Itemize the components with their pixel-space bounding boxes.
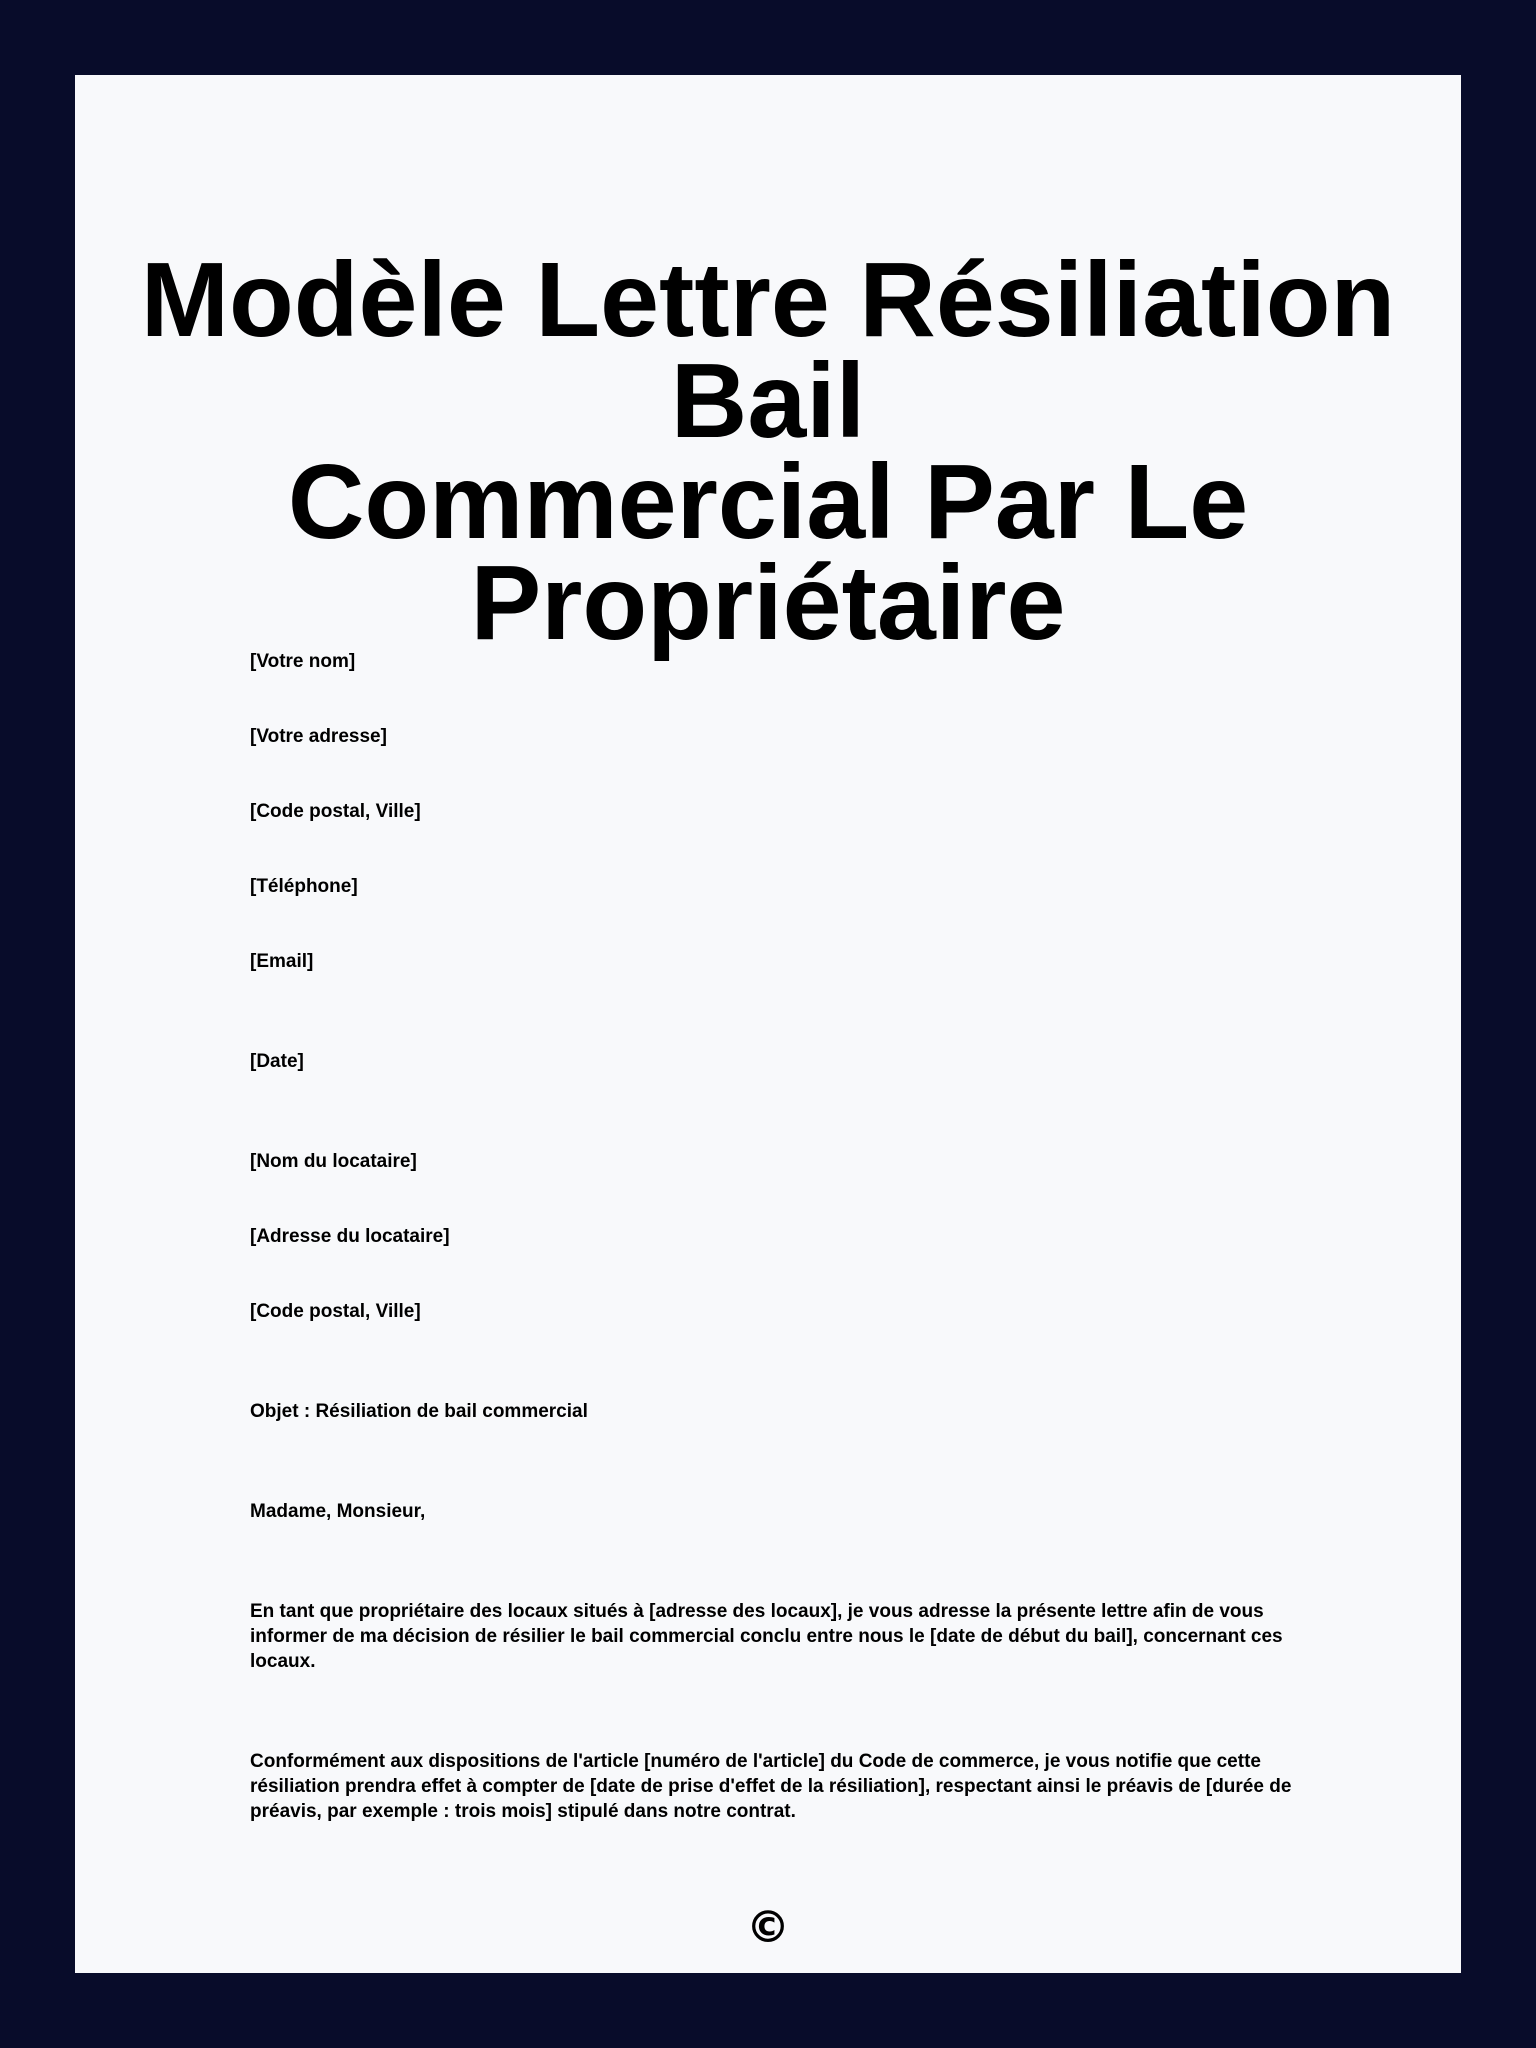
recipient-postal-city: [Code postal, Ville] [250, 1301, 421, 1322]
sender-address: [Votre adresse] [250, 726, 387, 747]
recipient-name: [Nom du locataire] [250, 1151, 417, 1172]
recipient-address: [Adresse du locataire] [250, 1226, 450, 1247]
document-page [75, 75, 1461, 1973]
sender-phone: [Téléphone] [250, 876, 358, 897]
copyright-symbol: © [746, 1902, 790, 1953]
document-title: Modèle Lettre Résiliation Bail Commercial Par Le Propriétaire [140, 241, 1396, 662]
letter-paragraph-2: Conformément aux dispositions de l'article [numéro de l'article] du Code de commerce, je vous notifie que cette résiliation prendra effet à compter de [date de prise d'effet de la résiliation], respectant ainsi le préavis de [durée de préavis, par exemple : trois mois] stipulé dans notre contrat. [250, 1751, 1292, 1822]
sender-email: [Email] [250, 951, 314, 972]
sender-name: [Votre nom] [250, 651, 356, 672]
letter-date: [Date] [250, 1051, 304, 1072]
letter-paragraph-1: En tant que propriétaire des locaux situés à [adresse des locaux], je vous adresse la présente lettre afin de vous informer de ma décision de résilier le bail commercial conclu entre nous le [date de début du bail], concernant ces locaux. [250, 1601, 1283, 1672]
letter-salutation: Madame, Monsieur, [250, 1501, 426, 1522]
sender-postal-city: [Code postal, Ville] [250, 801, 421, 822]
letter-subject: Objet : Résiliation de bail commercial [250, 1401, 588, 1422]
